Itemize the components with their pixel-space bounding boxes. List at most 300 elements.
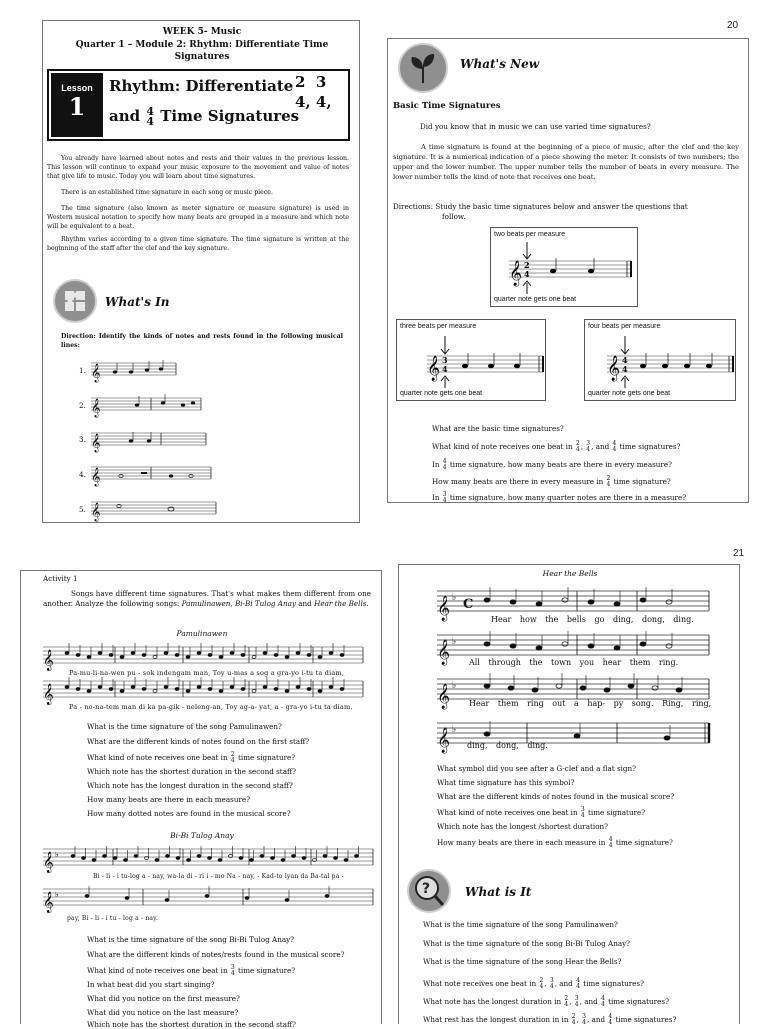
note-head: [98, 652, 102, 655]
note-head: [76, 654, 80, 657]
question-mark-icon: [407, 869, 451, 913]
note-head: [208, 654, 212, 657]
svg-text:4: 4: [524, 269, 530, 279]
note-head: [197, 652, 201, 655]
bells-q3: [437, 793, 674, 800]
note-head: [219, 656, 223, 659]
bells-lyric-1: Hear how the bells go ding, dong, ding.: [491, 615, 694, 624]
frac-wii5-b: 3 4: [574, 995, 579, 1008]
pam-q1-text: What is the time signature of the song Pamulinawen?: [87, 722, 282, 731]
what-is-it-title: What is It: [465, 885, 532, 899]
note-head: [175, 688, 179, 691]
note-head: [318, 656, 322, 659]
whats-new-title: What's New: [460, 57, 540, 71]
note-head: [76, 688, 80, 691]
frac-2-4-b: 2 4: [606, 475, 611, 488]
note-head: [562, 642, 568, 646]
note-head: [241, 654, 245, 657]
whats-in-title: What's In: [105, 295, 170, 309]
pam-q3-text: What kind of note receives one beat in: [87, 753, 228, 762]
pam-q5-text: Which note has the longest duration in the second staff?: [87, 781, 293, 790]
bibi-q5-text: What did you notice on the first measure?: [87, 994, 240, 1003]
note-head: [230, 686, 234, 689]
svg-text:𝄞: 𝄞: [91, 502, 101, 521]
bells-q6: [437, 837, 673, 849]
item-label-1: 1.: [79, 366, 86, 375]
item-label-3: 3.: [79, 435, 86, 444]
activity-intro: Songs have different time signatures. That's what makes them different from one another. Analyze the following songs: Pamulinawen, Bi-Bi Tulog Anay and Hear the Bells.: [43, 589, 371, 609]
lesson-title-frac: [146, 107, 154, 127]
note-head: [307, 688, 311, 691]
activity-label: Activity 1: [43, 574, 78, 583]
bibi-q4: [87, 981, 214, 988]
pam-q2-text: What are the different kinds of notes found on the first staff?: [87, 737, 310, 746]
bibi-title: Bi-Bi Tulog Anay: [170, 831, 234, 840]
note-head: [155, 859, 159, 862]
activity-intro-a: Songs have different time signatures. That's what makes them different from one another. Analyze the following songs:: [43, 589, 371, 609]
svg-text:𝄞: 𝄞: [43, 684, 54, 705]
note-head: [271, 857, 275, 860]
wii-q3-text: What is the time signature of the song Hear the Bells?: [423, 957, 622, 966]
bibi-lyric-1: Bi - li - i tu-log a - nay, wa-la di - ri i - mo Na - nay, - Kad-to lyan da Ba-tal pa -: [93, 873, 344, 880]
wii-q1-text: What is the time signature of the song Pamulinawen?: [423, 920, 618, 929]
question-5: [432, 492, 686, 504]
frac-3-4-bibi: 3 4: [230, 964, 235, 977]
note-head: [120, 656, 124, 659]
bells-q1: [437, 765, 636, 772]
svg-text:♭: ♭: [452, 593, 457, 603]
item-label-4: 4.: [79, 470, 86, 479]
note-head: [165, 899, 169, 902]
note-head: [252, 656, 256, 659]
frac-3-4-bells: 3 4: [580, 806, 585, 819]
svg-text:𝄞: 𝄞: [91, 398, 101, 417]
two-four-top-label: two beats per measure: [494, 231, 566, 238]
bibi-q1: [87, 936, 294, 943]
note-head: [65, 652, 69, 655]
note-head: [676, 688, 682, 692]
frac-4-4: 4 4: [612, 440, 617, 453]
lesson-title-line2: [109, 107, 299, 127]
two-four-bottom-label: quarter note gets one beat: [494, 296, 577, 303]
note-head: [274, 688, 278, 691]
note-head: [142, 688, 146, 691]
svg-text:𝄞: 𝄞: [437, 684, 451, 709]
wii-q5: What note has the longest duration in 2 4 , 3 4 , and 4 4 time signatures?: [423, 995, 669, 1008]
note-head: [176, 857, 180, 860]
bibi-q7-text: Which note has the shortest duration in the second staff?: [87, 1020, 296, 1029]
note-head: [197, 686, 201, 689]
frac-4-4-bells: 4 4: [608, 836, 613, 849]
bibi-q4-text: In what beat did you start singing?: [87, 980, 215, 989]
lesson-badge: [51, 73, 103, 137]
musical-lines: [91, 353, 221, 528]
bells-q3-text: What are the different kinds of notes found in the musical score?: [437, 792, 675, 801]
four-four-top-label: four beats per measure: [588, 323, 661, 330]
note-head: [164, 686, 168, 689]
item-label-5: 5.: [79, 505, 86, 514]
pam-q5: [87, 782, 293, 789]
question-3: [432, 459, 672, 471]
note-head: [666, 600, 672, 604]
svg-text:♭: ♭: [452, 725, 457, 735]
note-head: [640, 642, 646, 646]
wii-q1: [423, 921, 618, 928]
note-head: [484, 684, 490, 688]
bibi-lyric-2: pay, Bi - li - i tu - log a - nay.: [67, 915, 159, 922]
directions-line1: Directions: Study the basic time signatures below and answer the questions that: [393, 202, 688, 211]
directions-line2: follow.: [442, 212, 466, 221]
ts-bottom: 4, 4,: [295, 93, 332, 111]
lesson-title-and: and: [109, 107, 141, 125]
wii-q2: [423, 940, 630, 947]
note-head: [218, 859, 222, 862]
lesson-title-line1: Rhythm: Differentiate: [109, 77, 294, 95]
page-number-20: 20: [727, 20, 739, 31]
bibi-q3-tail: time signature?: [238, 966, 296, 975]
frac-wii6-b: 3 4: [582, 1013, 586, 1026]
note-head: [71, 855, 75, 858]
note-head: [640, 598, 646, 602]
question-5-a: In: [432, 493, 440, 502]
ts-definition: A time signature is found at the beginning of a piece of music, after the clef and the key signature. It is a numerical indication of a piece showing the meter. It consists of two numbers; the upper and the lower number. The upper number tells the number of beats in every measure. The lower number tells the kind of note that receives one beat.: [393, 143, 739, 181]
bibi-q3: [87, 965, 295, 977]
bibi-q2: [87, 951, 344, 958]
lesson-word: Lesson: [61, 83, 93, 93]
wii-q6-text: What rest has the longest duration in in: [423, 1015, 569, 1024]
note-head: [153, 690, 157, 693]
svg-text:4: 4: [622, 364, 628, 374]
note-head: [574, 734, 580, 738]
pamulinawen-lyric-2: Pa - no-na-tem man di ka pa-gik - neleng-an, Toy ag-a- yat, a - gra-yo i-tu ta diam.: [69, 703, 353, 711]
note-head: [285, 899, 289, 902]
note-head: [241, 688, 245, 691]
bibi-score: [43, 843, 383, 923]
bibi-q2-text: What are the different kinds of notes/rests found in the musical score?: [87, 950, 345, 959]
note-head: [536, 646, 542, 650]
hear-the-bells-score: [437, 583, 737, 763]
note-head: [142, 654, 146, 657]
frac-denominator: 4: [146, 115, 155, 128]
note-head: [292, 855, 296, 858]
bibi-q1-text: What is the time signature of the song Bi-Bi Tulog Anay?: [87, 935, 295, 944]
frac-3-4-b: 3 4: [442, 491, 447, 504]
note-head: [263, 652, 267, 655]
note-head: [508, 686, 514, 690]
svg-text:3: 3: [442, 355, 448, 365]
note-head: [604, 688, 610, 692]
question-5-b: time signature, how many quarter notes are there in a measure?: [449, 493, 687, 502]
svg-text:4: 4: [622, 355, 628, 365]
svg-text:𝄞: 𝄞: [607, 356, 621, 381]
note-head: [131, 652, 135, 655]
note-head: [175, 654, 179, 657]
bibi-q5: [87, 995, 240, 1002]
note-head: [296, 652, 300, 655]
activity-intro-songs: Pamulinawen, Bi-Bi Tulog Anay: [181, 599, 296, 609]
note-head: [134, 855, 138, 858]
svg-text:𝄞: 𝄞: [509, 261, 523, 286]
four-four-bottom-label: quarter note gets one beat: [588, 390, 671, 397]
note-head: [252, 690, 256, 693]
note-head: [628, 684, 634, 688]
puzzle-icon: [53, 279, 97, 323]
pamulinawen-lyric-1: Pa-mu-li-na-wen pu - sok indengam man, Toy u-mas a sog a gra-yo i-tu ta diam,: [69, 669, 345, 677]
question-4-a: How many beats are there in every measure in: [432, 477, 604, 486]
note-head: [250, 859, 254, 862]
question-2-c: time signatures?: [619, 442, 681, 451]
frac-wii4-a: 2 4: [539, 977, 544, 990]
note-head: [164, 652, 168, 655]
note-head: [329, 652, 333, 655]
wii-q6-tail: time signatures?: [615, 1015, 677, 1024]
pam-q2: [87, 738, 309, 745]
svg-text:𝄞: 𝄞: [437, 728, 451, 753]
note-head: [85, 895, 89, 898]
svg-text:4: 4: [442, 364, 448, 374]
whats-in-direction: Direction: Identify the kinds of notes and rests found in the following musical lines:: [61, 333, 343, 349]
bells-lyric-3: Hear them ring out a hap- py song. Ring, ring,: [469, 699, 712, 708]
note-head: [510, 644, 516, 648]
svg-text:𝄞: 𝄞: [437, 596, 451, 621]
note-head: [588, 644, 594, 648]
note-head: [92, 859, 96, 862]
frac-wii6-a: 2 4: [571, 1013, 576, 1026]
bells-q4: [437, 807, 645, 819]
question-4-b: time signature?: [613, 477, 671, 486]
frac-wii5-c: 4 4: [601, 995, 605, 1008]
note-head: [340, 654, 344, 657]
note-head: [113, 857, 117, 860]
wii-q6: What rest has the longest duration in in 2 4 , 3 4 , and 4 4 time signatures?: [423, 1013, 677, 1026]
bibi-q3-text: What kind of note receives one beat in: [87, 966, 228, 975]
note-head: [285, 690, 289, 693]
note-head: [208, 688, 212, 691]
note-head: [484, 642, 490, 646]
pam-q7: [87, 810, 291, 817]
note-head: [208, 857, 212, 860]
note-head: [562, 598, 568, 602]
frac-wii4-b: 3 4: [549, 977, 554, 990]
bells-q5-text: Which note has the longest /shortest duration?: [437, 822, 609, 831]
module-heading: Quarter 1 – Module 2: Rhythm: Differentiate Time Signatures: [75, 40, 329, 63]
svg-text:𝄞: 𝄞: [43, 892, 54, 913]
hear-the-bells-title: Hear the Bells: [542, 569, 598, 578]
page-activity-1: [20, 570, 382, 1029]
note-head: [318, 690, 322, 693]
activity-intro-bells: Hear the Bells: [314, 599, 367, 609]
note-head: [344, 859, 348, 862]
note-head: [302, 857, 306, 860]
note-head: [325, 895, 329, 898]
wii-q4-tail: time signatures?: [583, 979, 644, 988]
note-head: [263, 686, 267, 689]
note-head: [120, 690, 124, 693]
basic-ts-heading: Basic Time Signatures: [393, 101, 501, 111]
pam-q7-text: How many dotted notes are found in the musical score?: [87, 809, 291, 818]
note-head: [340, 688, 344, 691]
svg-text:♭: ♭: [55, 850, 59, 859]
note-head: [125, 897, 129, 900]
note-head: [307, 654, 311, 657]
pam-q3: [87, 752, 295, 764]
svg-text:𝄞: 𝄞: [427, 356, 441, 381]
three-four-example: [396, 319, 546, 401]
sprout-icon: [398, 43, 448, 93]
bells-q6-text: How many beats are there in each measure in: [437, 838, 606, 847]
question-3-b: time signature, how many beats are there in every measure?: [449, 460, 672, 469]
frac-wii5-a: 2 4: [564, 995, 569, 1008]
activity-intro-and: and: [298, 599, 312, 609]
note-head: [588, 600, 594, 604]
wii-q2-text: What is the time signature of the song Bi-Bi Tulog Anay?: [423, 939, 631, 948]
page-hear-the-bells: [398, 564, 740, 1024]
question-1: What are the basic time signatures?: [432, 424, 564, 433]
note-head: [124, 859, 128, 862]
page-number-21: 21: [733, 548, 745, 559]
note-head: [187, 859, 191, 862]
page-week5-lesson: [42, 20, 360, 523]
note-head: [614, 602, 620, 606]
ts-top: 2 3: [295, 73, 327, 91]
note-head: [87, 690, 91, 693]
intro-question: Did you know that in music we can use varied time signatures?: [420, 122, 651, 131]
note-head: [65, 686, 69, 689]
frac-2-4-pam: 2 4: [230, 751, 235, 764]
note-head: [186, 690, 190, 693]
frac-3-4: 3 4: [586, 440, 591, 453]
pam-q4: [87, 768, 296, 775]
pam-q3-tail: time signature?: [238, 753, 296, 762]
note-head: [274, 654, 278, 657]
note-head: [484, 732, 490, 736]
svg-text:C: C: [463, 597, 474, 612]
bells-q2: [437, 779, 574, 786]
frac-numerator: 4: [146, 105, 155, 118]
note-head: [205, 895, 209, 898]
wii-q3: [423, 958, 621, 965]
question-2-and: and: [595, 442, 610, 451]
note-head: [532, 688, 538, 692]
note-head: [166, 855, 170, 858]
lesson-number: 1: [68, 92, 86, 121]
note-head: [230, 652, 234, 655]
note-head: [87, 656, 91, 659]
svg-text:?: ?: [422, 881, 431, 897]
bells-lyric-4: ding, dong, ding.: [467, 741, 548, 750]
note-head: [536, 602, 542, 606]
intro-paragraph-3: The time signature (also known as meter signature or measure signature) is used in Western musical notation to specify how many beats are grouped in a measure and which note will be equivalent to a beat.: [47, 205, 349, 230]
lesson-title-post: Time Signatures: [160, 107, 300, 125]
bells-lyric-2: All through the town you hear them ring.: [469, 658, 679, 667]
svg-text:♭: ♭: [55, 890, 59, 899]
wii-q4: What note receives one beat in 2 4 , 3 4 , and 4 4 time signatures?: [423, 977, 644, 990]
bells-q2-text: What time signature has this symbol?: [437, 778, 575, 787]
svg-text:♭: ♭: [452, 637, 457, 647]
pam-q6: [87, 796, 250, 803]
note-head: [334, 857, 338, 860]
wii-q4-text: What note receives one beat in: [423, 979, 537, 988]
note-head: [666, 644, 672, 648]
note-head: [109, 654, 113, 657]
note-head: [98, 686, 102, 689]
bells-q1-text: What symbol did you see after a G-clef and a flat sign?: [437, 764, 637, 773]
svg-text:𝄞: 𝄞: [437, 640, 451, 665]
lesson-banner: [47, 69, 350, 141]
pam-q4-text: Which note has the shortest duration in the second staff?: [87, 767, 296, 776]
svg-text:𝄞: 𝄞: [43, 650, 54, 671]
pam-q1: [87, 723, 282, 730]
note-head: [260, 855, 264, 858]
frac-2-4: 2 4: [575, 440, 580, 453]
question-2-a: What kind of note receives one beat in: [432, 442, 573, 451]
wii-q5-text: What note has the longest duration in: [423, 997, 562, 1006]
note-head: [510, 600, 516, 604]
note-head: [131, 686, 135, 689]
note-head: [245, 897, 249, 900]
svg-text:𝄞: 𝄞: [43, 852, 54, 873]
note-head: [103, 855, 107, 858]
week-heading: WEEK 5- Music: [162, 27, 242, 37]
question-4: [432, 476, 671, 488]
pam-q6-text: How many beats are there in each measure?: [87, 795, 251, 804]
bibi-q6: [87, 1009, 238, 1016]
item-label-2: 2.: [79, 401, 86, 410]
question-3-a: In: [432, 460, 440, 469]
intro-paragraph-2: There is an established time signature in each song or music piece.: [61, 189, 273, 196]
note-head: [186, 656, 190, 659]
note-head: [153, 656, 157, 659]
note-head: [285, 656, 289, 659]
note-head: [580, 686, 586, 690]
wii-q5-tail: time signatures?: [608, 997, 669, 1006]
frac-wii4-c: 4 4: [576, 977, 580, 990]
note-head: [484, 598, 490, 602]
note-head: [556, 684, 562, 688]
bells-q4-tail: time signature?: [588, 808, 646, 817]
question-2: What kind of note receives one beat in 2 4 , 3 4 , and 4 4 time signatures?: [432, 440, 681, 453]
note-head: [323, 855, 327, 858]
note-head: [614, 646, 620, 650]
note-head: [281, 859, 285, 862]
note-head: [219, 690, 223, 693]
frac-4-4-b: 4 4: [442, 458, 447, 471]
note-head: [197, 855, 201, 858]
note-head: [109, 688, 113, 691]
intro-paragraph-1: You already have learned about notes and rests and their values in the previous lesson. This lesson will continue to expand your music exposure to the movement and value of notes that give life to music. Today you will learn about time signatures.: [47, 155, 349, 180]
note-head: [296, 686, 300, 689]
note-head: [355, 855, 359, 858]
pamulinawen-title: Pamulinawen: [176, 629, 228, 638]
bibi-q6-text: What did you notice on the last measure?: [87, 1008, 239, 1017]
note-head: [329, 686, 333, 689]
bells-q4-text: What kind of note receives one beat in: [437, 808, 578, 817]
svg-text:𝄞: 𝄞: [91, 433, 101, 452]
two-four-example: [490, 227, 638, 307]
frac-wii6-c: 4 4: [608, 1013, 613, 1026]
page-whats-new: [387, 38, 749, 503]
svg-text:𝄞: 𝄞: [91, 363, 101, 382]
three-four-top-label: three beats per measure: [400, 323, 477, 330]
svg-text:♭: ♭: [452, 681, 457, 691]
bells-q5: [437, 823, 608, 830]
three-four-bottom-label: quarter note gets one beat: [400, 390, 483, 397]
note-head: [664, 736, 670, 740]
svg-text:𝄞: 𝄞: [91, 467, 101, 486]
note-head: [239, 857, 243, 860]
bells-q6-tail: time signature?: [615, 838, 673, 847]
note-head: [652, 686, 658, 690]
